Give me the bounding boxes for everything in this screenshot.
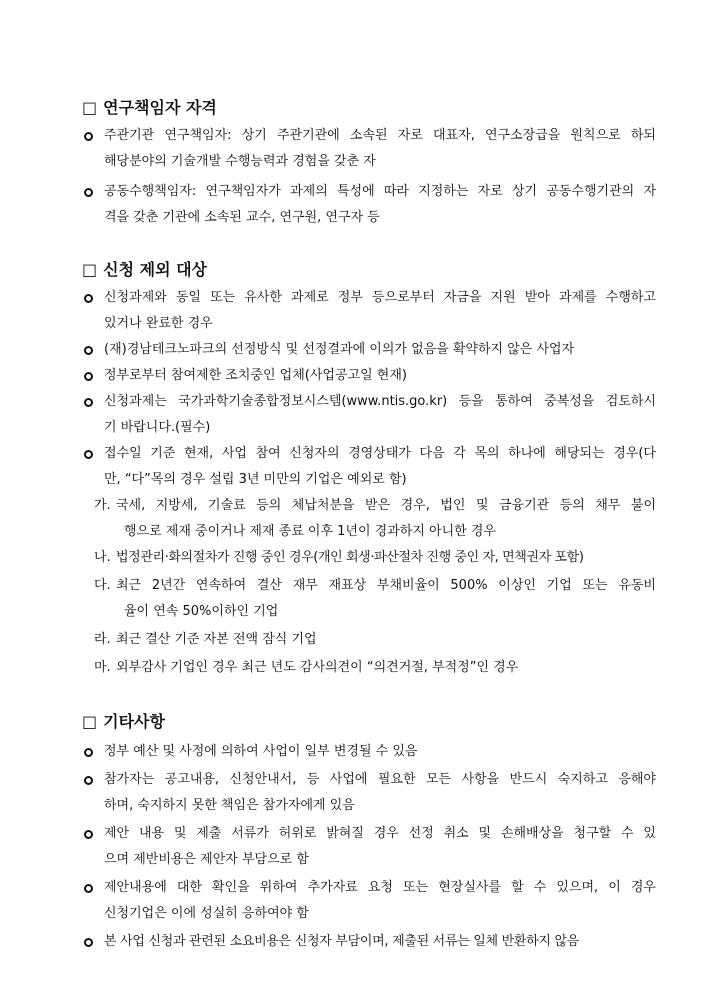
circle-bullet-icon	[84, 188, 93, 197]
list-item-text: (재)경남테크노파크의 선정방식 및 선정결과에 이의가 없음을 확약하지 않은 사업자	[104, 342, 575, 357]
list-item-text: 기 바랍니다.(필수)	[104, 420, 211, 435]
list-item-text: 본 사업 신청과 관련된 소요비용은 신청자 부담이며, 제출된 서류는 일체 반환하지 않음	[104, 934, 580, 949]
checkbox-square-icon: □	[82, 712, 98, 731]
circle-bullet-icon	[84, 748, 93, 757]
list-item-text: 신청기업은 이에 성실히 응하여야 함	[104, 906, 309, 921]
sub-item-label: 다.	[94, 578, 111, 593]
list-item-text: 하며, 숙지하지 못한 책임은 참가자에게 있음	[104, 798, 355, 813]
list-item-text: 신청과제는 국가과학기술종합정보시스템(www.ntis.go.kr) 등을 통하여 중복성을 검토하시	[104, 394, 656, 409]
circle-bullet-icon	[84, 294, 93, 303]
checkbox-square-icon: □	[82, 260, 98, 279]
list-item-text: 참가자는 공고내용, 신청안내서, 등 사업에 필요한 모든 사항을 반드시 숙지하고 응해야	[104, 772, 656, 787]
list-item-text: 정부로부터 참여제한 조치중인 업체(사업공고일 현재)	[104, 368, 407, 383]
sub-item-label: 마.	[94, 660, 111, 675]
list-item-text: 제안 내용 및 제출 서류가 허위로 밝혀질 경우 선정 취소 및 손해배상을 청구할 수 있	[104, 826, 656, 841]
sub-item-label: 가.	[94, 498, 111, 513]
sub-item-text: 최근 결산 기준 자본 전액 잠식 기업	[116, 632, 317, 647]
sub-item-text: 외부감사 기업인 경우 최근 년도 감사의견이 “의견거절, 부적정”인 경우	[116, 660, 519, 675]
checkbox-square-icon: □	[82, 98, 98, 117]
section-title: 기타사항	[103, 712, 165, 731]
circle-bullet-icon	[84, 830, 93, 839]
sub-item-text: 최근 2년간 연속하여 결산 재무 재표상 부채비율이 500% 이상인 기업 또는 유동비	[116, 578, 656, 593]
circle-bullet-icon	[84, 884, 93, 893]
sub-item-text: 국세, 지방세, 기술료 등의 체납처분을 받은 경우, 법인 및 금융기관 등의 채무 불이	[116, 498, 656, 513]
section-heading-misc	[82, 712, 165, 732]
list-item-text: 주관기관 연구책임자: 상기 주관기관에 소속된 자로 대표자, 연구소장급을 원칙으로 하되	[104, 128, 656, 143]
list-item-text: 공동수행책임자: 연구책임자가 과제의 특성에 따라 지정하는 자로 상기 공동수행기관의 자	[104, 184, 656, 199]
section-heading-researcher-qualification	[82, 98, 217, 118]
list-item-text: 만, “다”목의 경우 설립 3년 미만의 기업은 예외로 함)	[104, 472, 407, 487]
circle-bullet-icon	[84, 450, 93, 459]
circle-bullet-icon	[84, 132, 93, 141]
list-item-text: 신청과제와 동일 또는 유사한 과제로 정부 등으로부터 자금을 지원 받아 과제를 수행하고	[104, 290, 656, 305]
list-item-text: 접수일 기준 현재, 사업 참여 신청자의 경영상태가 다음 각 목의 하나에 해당되는 경우(다	[104, 446, 656, 461]
list-item-text: 해당분야의 기술개발 수행능력과 경험을 갖춘 자	[104, 154, 376, 169]
sub-item-text: 법정관리·화의절차가 진행 중인 경우(개인 회생·파산절차 진행 중인 자, 면책권자 포함)	[116, 550, 584, 565]
list-item-text: 으며 제반비용은 제안자 부담으로 함	[104, 852, 309, 867]
sub-item-text: 율이 연속 50%이하인 기업	[124, 604, 279, 619]
list-item-text: 정부 예산 및 사정에 의하여 사업이 일부 변경될 수 있음	[104, 744, 418, 759]
sub-item-label: 나.	[94, 550, 111, 565]
list-item-text: 있거나 완료한 경우	[104, 316, 213, 331]
circle-bullet-icon	[84, 372, 93, 381]
sub-item-text: 행으로 제재 중이거나 제재 종료 이후 1년이 경과하지 아니한 경우	[124, 524, 496, 539]
section-title: 신청 제외 대상	[103, 260, 208, 279]
circle-bullet-icon	[84, 776, 93, 785]
section-heading-exclusions	[82, 260, 207, 280]
circle-bullet-icon	[84, 398, 93, 407]
section-title: 연구책임자 자격	[103, 98, 217, 117]
list-item-text: 제안내용에 대한 확인을 위하여 추가자료 요청 또는 현장실사를 할 수 있으며, 이 경우	[104, 880, 656, 895]
circle-bullet-icon	[84, 938, 93, 947]
sub-item-label: 라.	[94, 632, 111, 647]
circle-bullet-icon	[84, 346, 93, 355]
list-item-text: 격을 갖춘 기관에 소속된 교수, 연구원, 연구자 등	[104, 210, 380, 225]
